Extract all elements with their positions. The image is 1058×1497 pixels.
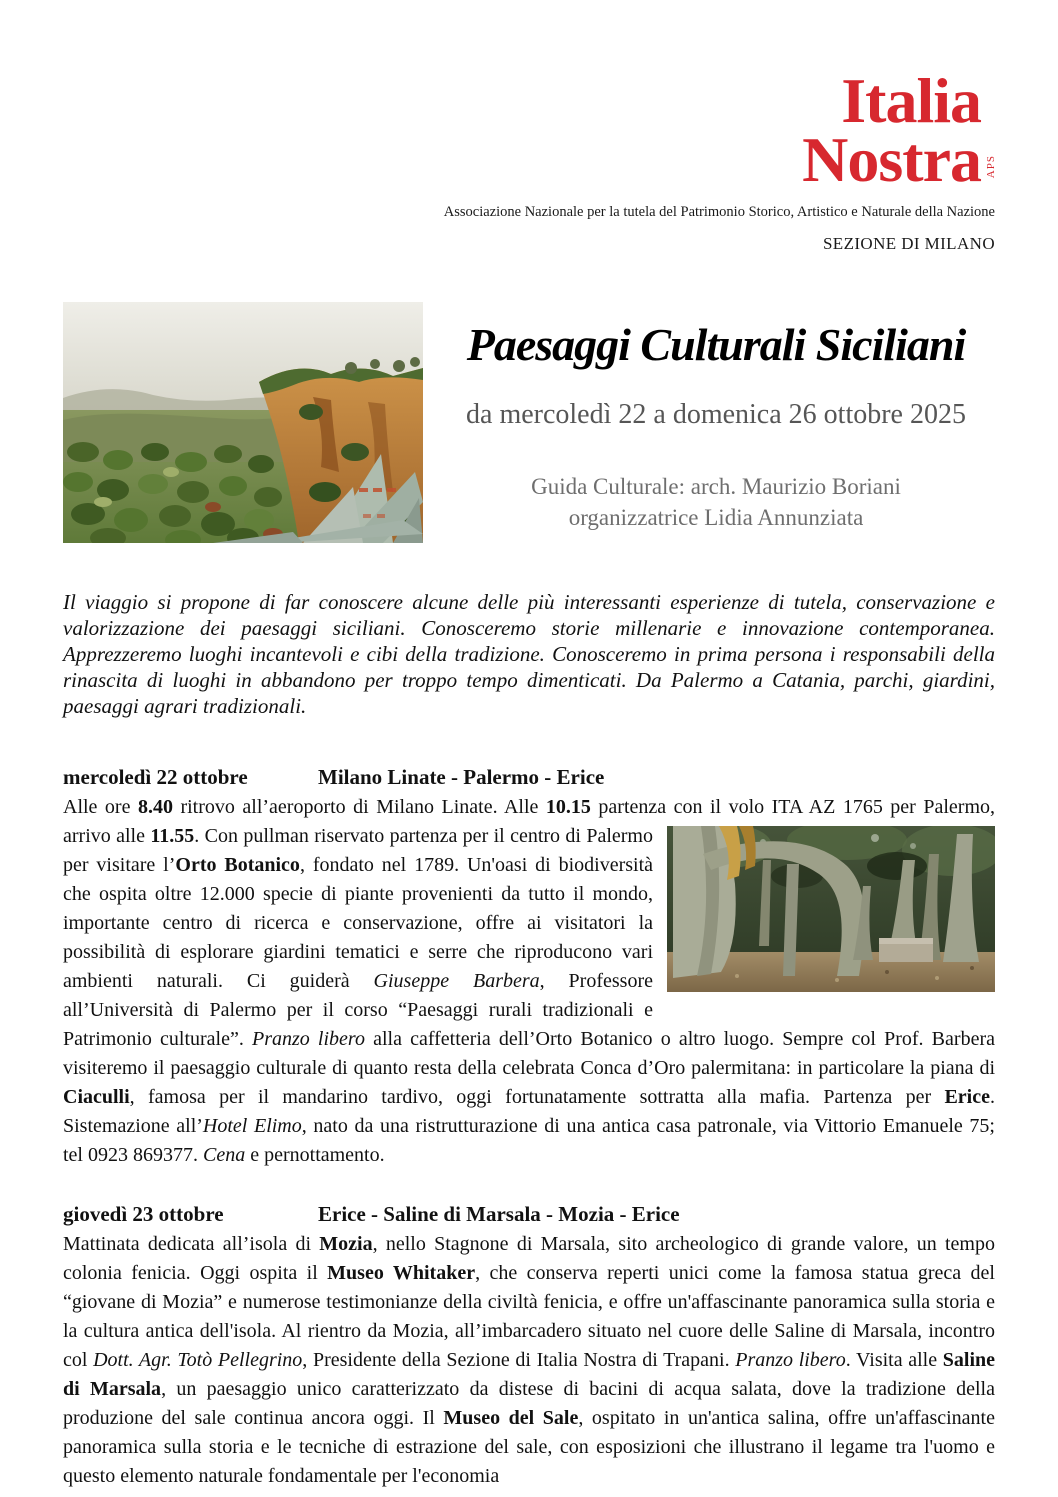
day-2-paragraph: Mattinata dedicata all’isola di Mozia, nello Stagnone di Marsala, sito archeologico di grande valore, un tempo colonia fenicia. Oggi ospita il Museo Whitaker, che conserva reperti unici come la famosa statua greca del “giovane di Mozia” e numerose testimonianze della civiltà fenicia, e offre un'affascinante panoramica sulla storia e la cultura antica dell'isola. Al rientro da Mozia, all’imbarcadero situato nel cuore delle Saline di Marsala, incontro col Dott. Agr. Totò Pellegrino, Presidente della Sezione di Italia Nostra di Trapani. Pranzo libero. Visita alle Saline di Marsala, un paesaggio unico caratterizzato da distese di bacini di acqua salata, dove la tradizione della produzione del sale continua ancora oggi. Il Museo del Sale, ospitato in un'antica salina, offre un'affascinante panoramica sulla storia e le tecniche di estrazione del sale, con esposizioni che illustrano il legame tra l'uomo e questo elemento naturale fondamentale per l'economia [63, 1233, 996, 1488]
guide-line: Guida Culturale: arch. Maurizio Boriani [531, 474, 901, 500]
hero-row [63, 302, 995, 543]
trip-date-range: da mercoledì 22 a domenica 26 ottobre 2025 [466, 399, 966, 431]
guide-lines [437, 471, 995, 533]
sicilian-landscape-photo [63, 302, 423, 543]
ficus-tree-photo [667, 826, 995, 992]
day-1-text-lead: Alle ore 8.40 ritrovo all’aeroporto di Milano Linate. Alle 10.15 partenza con il volo ITA AZ 1765 per [63, 796, 916, 819]
hero-text-column [423, 302, 995, 543]
day-1-heading [63, 763, 995, 791]
day-1-text-rest: Palermo, arrivo alle 11.55. Con pullman riservato partenza per il centro di Palermo per visitare l’Orto Botanico, fondato nel 1789. Un'oasi di biodiversità che ospita oltre 12.000 specie di piante provenienti da tutto il mondo, importante centro di ricerca e conservazione, offre ai visitatori la possibilità di esplorare giardini tematici e serre che riproducono vari ambienti naturali. Ci guiderà Giuseppe Barbera, Professore all’Università di Palermo per il corso “Paesaggi rurali tradizionali e Patrimonio culturale”. Pranzo libero alla caffetteria dell’Orto Botanico o altro luogo. Sempre col Prof. Barbera visiteremo il paesaggio culturale di quanto resta della celebrata Conca d’Oro palermitana: in particolare la piana di Ciaculli, famosa per il mandarino tardivo, oggi fortunatamente sottratta alla mafia. Partenza per Erice. Sistemazione all’Hotel Elimo, nato da una ristrutturazione di una antica casa patronale, via Vittorio Emanuele 75; tel 0923 869377. Cena e pernottamento. [63, 796, 996, 1167]
logo-aps-suffix: APS [985, 154, 997, 179]
association-subtitle: Associazione Nazionale per la tutela del Patrimonio Storico, Artistico e Naturale della Nazione [443, 204, 995, 221]
sicilian-landscape-illustration [63, 302, 423, 543]
day-2-route: Erice - Saline di Marsala - Mozia - Erice [318, 1202, 680, 1227]
section-milano-label: SEZIONE DI MILANO [822, 234, 995, 254]
day-1-route: Milano Linate - Palermo - Erice [318, 765, 605, 790]
logo-row [63, 65, 997, 196]
day-section-1 [63, 763, 995, 1170]
day-1-date: mercoledì 22 ottobre [63, 765, 248, 790]
day-1-paragraph [63, 793, 995, 1170]
day-section-2 [63, 1200, 995, 1491]
organizer-line: organizzatrice Lidia Annunziata [568, 505, 864, 531]
logo-word-nostra: Nostra [802, 124, 981, 196]
page-title: Paesaggi Culturali Siciliani [466, 319, 966, 371]
italia-nostra-logo [802, 65, 997, 196]
intro-paragraph: Il viaggio si propone di far conoscere alcune delle più interessanti esperienze di tutela, conservazione e valorizzazione dei paesaggi siciliani. Conosceremo storie millenarie e innovazione contemporanea. Apprezzeremo luoghi incantevoli e cibi della tradizione. Conosceremo in prima persona i responsabili della rinascita di luoghi in abbandono per troppo tempo dimenticati. Da Palermo a Catania, parchi, giardini, paesaggi agrari tradizionali. [63, 590, 995, 719]
day-2-heading [63, 1200, 995, 1228]
day-2-date: giovedì 23 ottobre [63, 1202, 224, 1227]
logo-word-italia: Italia [841, 65, 981, 136]
ficus-tree-illustration [667, 826, 995, 992]
